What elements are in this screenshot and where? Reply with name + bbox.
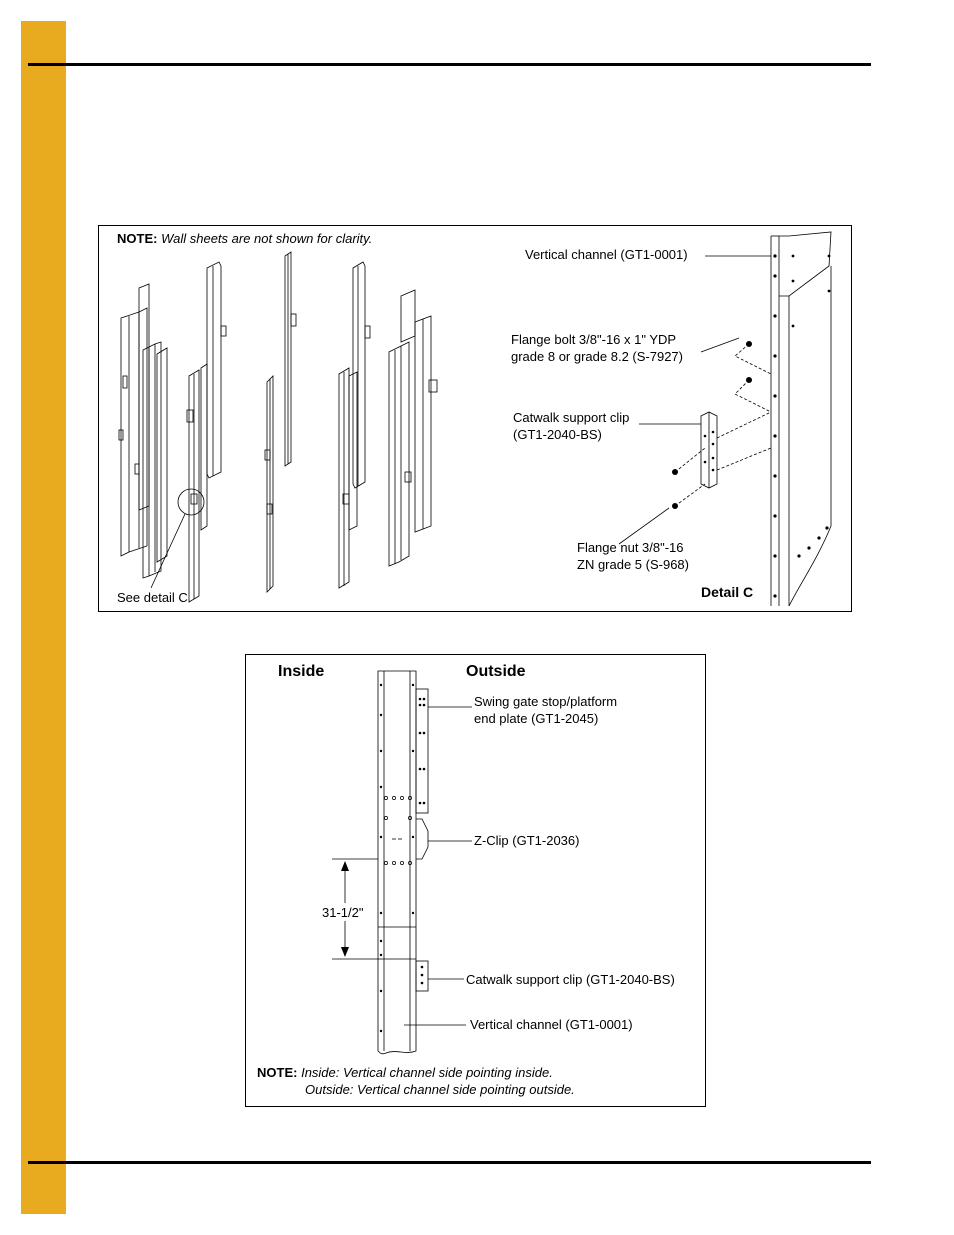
channel-group-3 bbox=[265, 252, 296, 592]
flange-nut-line1: Flange nut 3/8"-16 bbox=[577, 540, 684, 555]
figure2-note-line2: Outside: Vertical channel side pointing outside. bbox=[305, 1082, 575, 1097]
figure-channel-layout bbox=[245, 654, 706, 1107]
dimension-arrow-up bbox=[341, 861, 349, 871]
callout-swing-gate bbox=[474, 693, 617, 727]
swing-gate-plate-shape bbox=[416, 689, 428, 813]
channel-group-2 bbox=[187, 262, 226, 602]
outside-label: Outside bbox=[466, 663, 526, 680]
inside-label: Inside bbox=[278, 663, 325, 680]
flange-bolt-line1: Flange bolt 3/8"-16 x 1" YDP bbox=[511, 332, 677, 347]
callout-flange-nut bbox=[577, 539, 689, 573]
figure2-note-line1: Inside: Vertical channel side pointing inside. bbox=[301, 1065, 553, 1080]
channel-group-1 bbox=[119, 284, 167, 578]
flange-bolt-line2: grade 8 or grade 8.2 (S-7927) bbox=[511, 349, 683, 364]
swing-gate-line2: end plate (GT1-2045) bbox=[474, 711, 599, 726]
callout-catwalk-clip: Catwalk support clip (GT1-2040-BS) bbox=[466, 972, 675, 987]
figure1-note-label: NOTE: bbox=[117, 231, 158, 246]
fastener-dots bbox=[672, 341, 752, 509]
callout-vertical-channel: Vertical channel (GT1-0001) bbox=[470, 1017, 633, 1032]
channel-assembly-drawing bbox=[99, 226, 851, 611]
callout-flange-bolt bbox=[511, 331, 683, 365]
callout-catwalk-clip bbox=[513, 409, 629, 443]
figure-exploded-channels bbox=[98, 225, 852, 612]
figure2-note-label: NOTE: bbox=[257, 1065, 298, 1080]
see-detail-label: See detail C bbox=[117, 590, 188, 605]
flange-nut-line2: ZN grade 5 (S-968) bbox=[577, 557, 689, 572]
figure2-note bbox=[257, 1064, 575, 1098]
figure1-note-text: Wall sheets are not shown for clarity. bbox=[161, 231, 373, 246]
swing-gate-line1: Swing gate stop/platform bbox=[474, 694, 618, 709]
detail-c-title: Detail C bbox=[701, 584, 754, 600]
catwalk-clip-line2: (GT1-2040-BS) bbox=[513, 427, 602, 442]
figure1-note bbox=[117, 230, 372, 247]
page-sidebar-band bbox=[21, 21, 66, 1214]
header-rule bbox=[28, 63, 871, 66]
callout-zclip: Z-Clip (GT1-2036) bbox=[474, 833, 580, 848]
zclip-shape bbox=[416, 819, 428, 859]
channel-group-4 bbox=[339, 262, 437, 588]
catwalk-clip-line1: Catwalk support clip bbox=[513, 410, 630, 425]
callout-vertical-channel: Vertical channel (GT1-0001) bbox=[525, 247, 688, 262]
see-detail-leader bbox=[151, 514, 185, 588]
dimension-arrow-down bbox=[341, 947, 349, 957]
detail-c-drawing bbox=[672, 232, 831, 606]
dimension-label: 31-1/2" bbox=[322, 905, 364, 920]
footer-rule bbox=[28, 1161, 871, 1164]
